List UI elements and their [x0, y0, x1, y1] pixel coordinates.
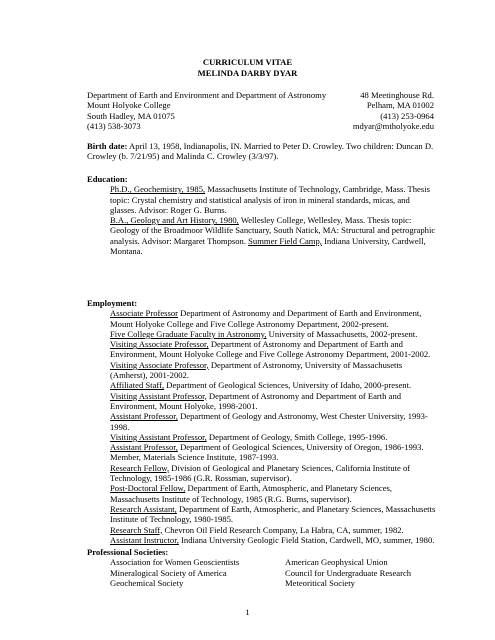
birth-date-section: [87, 141, 437, 162]
education-degree: Ph.D., Geochemistry, 1985,: [110, 184, 206, 195]
employment-item: [87, 504, 437, 525]
society-name: Association for Women Geoscientists: [110, 557, 240, 568]
employment-heading: Employment:: [87, 298, 138, 308]
education-item: [87, 184, 437, 215]
address-row: [87, 90, 434, 100]
birth-date-text: April 13, 1958, Indianapolis, IN. Married to Peter D. Crowley. Two children: Duncan D. Crowley (b. 7/21/95) and Malinda C. Crowley (3/3/97).: [87, 141, 434, 162]
address-row: [87, 100, 434, 110]
employment-detail: Department of Astronomy and Department of Earth and Environment, Mount Holyoke, 1998-2001.: [110, 390, 402, 411]
employment-position: Assistant Professor,: [110, 442, 178, 453]
field-camp-label: Summer Field Camp,: [248, 235, 322, 246]
address-right-line: mdyar@mtholyoke.edu: [352, 120, 434, 131]
employment-position: Visiting Associate Professor,: [110, 339, 209, 350]
employment-detail: Department of Geology, Smith College, 1995-1996.: [206, 431, 388, 442]
employment-detail: Indiana University Geologic Field Station, Cardwell, MO, summer, 1980.: [178, 534, 435, 545]
address-left-line: South Hadley, MA 01075: [87, 110, 175, 121]
employment-position: Research Assistant,: [110, 503, 177, 514]
education-heading: Education:: [87, 174, 128, 184]
education-detail: Massachusetts Institute of Technology, Cambridge, Mass. Thesis topic: Crystal chemistry and statistical analysis of iron in mineral standards, micas, and glasses. Advisor: Roger G. Burns.: [110, 184, 430, 215]
society-row: [87, 568, 437, 578]
employment-position: Assistant Instructor,: [110, 534, 179, 545]
employment-position: Associate Professor: [110, 308, 179, 319]
society-name: Council for Undergraduate Research: [285, 567, 412, 578]
address-row: [87, 111, 434, 121]
employment-position: Research Staff,: [110, 524, 163, 535]
cv-title: CURRICULUM VITAE: [202, 57, 293, 67]
page-number: 1: [245, 607, 250, 617]
employment-item: [87, 360, 437, 381]
employment-position: Five College Graduate Faculty in Astronomy,: [110, 328, 267, 339]
society-row: [87, 578, 437, 588]
education-detail: Wellesley College, Wellesley, Mass. Thesis topic: Geology of the Broadmoor Wildlife Sanctuary, South Natick, MA: Structural and petrographic analysis. Advisor: Margaret Thompson.: [110, 215, 436, 246]
employment-detail: Department of Geological Sciences, University of Idaho, 2000-present.: [164, 380, 412, 391]
employment-position: Visiting Associate Professor,: [110, 359, 209, 370]
employment-detail: Chevron Oil Field Research Company, La Habra, CA, summer, 1982.: [162, 524, 404, 535]
employment-position: Post-Doctoral Fellow,: [110, 483, 186, 494]
employment-item: [87, 391, 437, 412]
employment-item: [87, 535, 437, 545]
address-right-line: (413) 253-0964: [380, 110, 434, 121]
society-row: [87, 557, 437, 567]
field-camp-detail: Indiana University, Cardwell, Montana.: [110, 235, 426, 257]
employment-item: [87, 411, 437, 432]
employment-item: [87, 432, 437, 442]
employment-position: Visiting Assistant Professor,: [110, 390, 207, 401]
employment-detail: Department of Earth, Atmospheric, and Planetary Sciences, Massachusetts Institute of Technology, 1985 (R.G. Burns, supervisor).: [110, 483, 393, 504]
society-name: Mineralogical Society of America: [110, 567, 227, 578]
societies-heading: Professional Societies:: [87, 547, 169, 557]
employment-item: [87, 442, 437, 463]
address-left-line: Department of Earth and Environment and Department of Astronomy: [87, 90, 327, 100]
society-name: Geochemical Society: [110, 577, 184, 588]
society-name: Meteoritical Society: [285, 577, 355, 588]
employment-item: [87, 339, 437, 360]
employment-item: [87, 380, 437, 390]
employment-detail: University of Massachusetts, 2002-present.: [266, 328, 418, 339]
employment-section: [87, 298, 437, 545]
cv-name: MELINDA DARBY DYAR: [197, 68, 298, 78]
employment-position: Affiliated Staff,: [110, 380, 165, 391]
address-row: [87, 121, 434, 131]
address-left-line: Mount Holyoke College: [87, 100, 171, 111]
society-name: American Geophysical Union: [285, 557, 388, 568]
address-right-line: 48 Meetinghouse Rd.: [360, 90, 434, 100]
employment-item: [87, 329, 437, 339]
education-degree: B.A., Geology and Art History, 1980,: [110, 215, 239, 226]
employment-detail: Department of Earth, Atmospheric, and Planetary Sciences, Massachusetts Institute of Technology, 1980-1985.: [110, 503, 436, 525]
employment-position: Assistant Professor,: [110, 411, 178, 422]
employment-detail: Division of Geological and Planetary Sciences, California Institute of Technology, 1985-1986 (G.R. Rossman, supervisor).: [110, 462, 411, 484]
societies-section: [87, 547, 437, 588]
employment-item: [87, 308, 437, 329]
address-left-line: (413) 538-3073: [87, 120, 141, 131]
employment-item: [87, 525, 437, 535]
birth-date-label: Birth date:: [87, 141, 128, 151]
employment-item: [87, 463, 437, 484]
employment-detail: Department of Geology and Astronomy, West Chester University, 1993-1998.: [110, 411, 428, 432]
address-right-line: Pelham, MA 01002: [366, 100, 434, 111]
education-item: [87, 215, 437, 256]
employment-position: Visiting Assistant Professor,: [110, 431, 207, 442]
employment-position: Research Fellow,: [110, 462, 170, 473]
education-section: [87, 174, 437, 256]
employment-detail: Department of Geological Sciences, University of Oregon, 1986-1993. Member, Materials Science Institute, 1987-1993.: [110, 442, 424, 463]
employment-detail: Department of Astronomy and Department of Earth and Environment, Mount Holyoke College and Five College Astronomy Department, 2002-present.: [110, 308, 422, 329]
employment-detail: Department of Astronomy and Department of Earth and Environment, Mount Holyoke College and Five College Astronomy Department, 2001-2002.: [110, 339, 431, 360]
employment-detail: Department of Astronomy, University of Massachusetts (Amherst), 2001-2002.: [110, 359, 403, 381]
employment-item: [87, 483, 437, 504]
address-block: [87, 90, 434, 131]
